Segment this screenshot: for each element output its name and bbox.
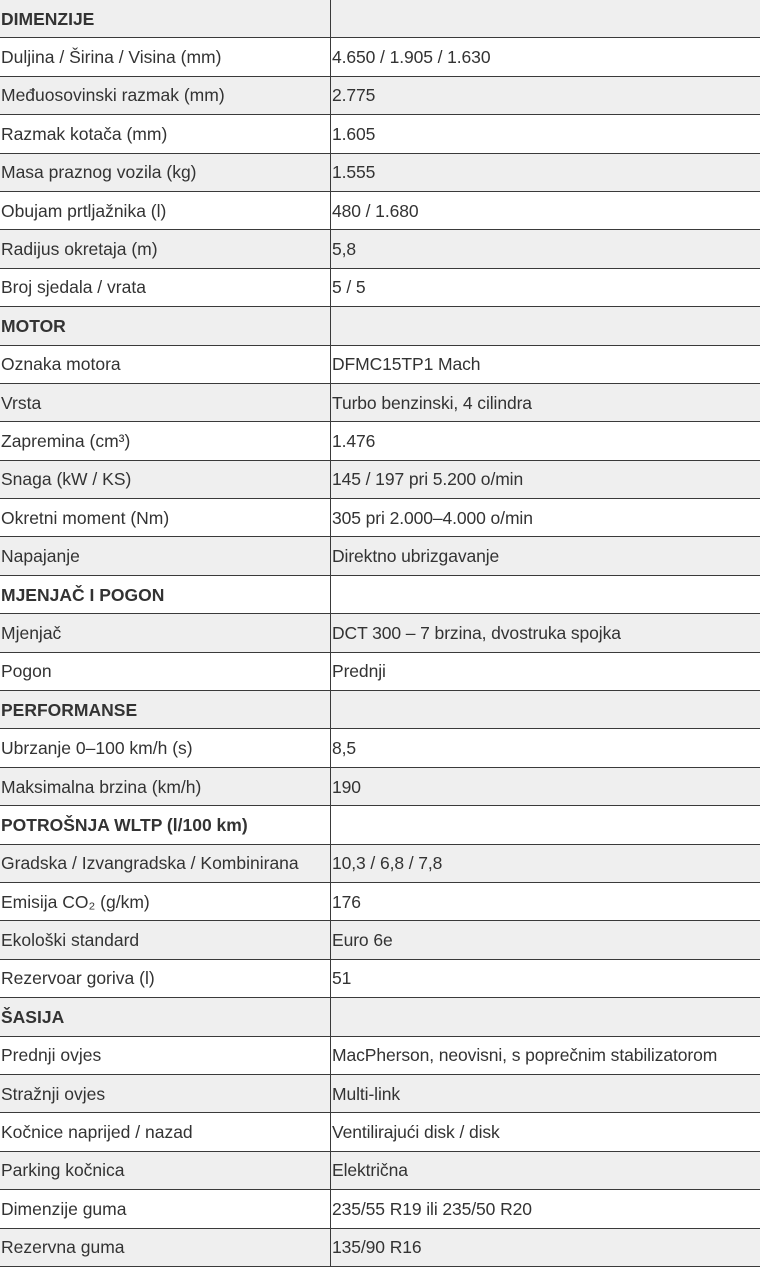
spec-label: Mjenjač xyxy=(0,614,331,652)
spec-label: Napajanje xyxy=(0,537,331,575)
spec-value: 1.605 xyxy=(331,115,760,153)
spec-row xyxy=(0,499,760,537)
section-title: ŠASIJA xyxy=(0,998,331,1036)
spec-row xyxy=(0,921,760,959)
section-header-row xyxy=(0,806,760,844)
spec-value: 135/90 R16 xyxy=(331,1228,760,1266)
section-header-row xyxy=(0,998,760,1036)
spec-label: Zapremina (cm³) xyxy=(0,422,331,460)
spec-value: Ventilirajući disk / disk xyxy=(331,1113,760,1151)
spec-label: Ekološki standard xyxy=(0,921,331,959)
spec-row xyxy=(0,76,760,114)
spec-row xyxy=(0,422,760,460)
spec-row xyxy=(0,537,760,575)
spec-row xyxy=(0,959,760,997)
spec-row xyxy=(0,345,760,383)
spec-label: Rezervna guma xyxy=(0,1228,331,1266)
spec-value: Prednji xyxy=(331,652,760,690)
spec-label: Razmak kotača (mm) xyxy=(0,115,331,153)
spec-label: Stražnji ovjes xyxy=(0,1074,331,1112)
spec-row xyxy=(0,383,760,421)
spec-value: Turbo benzinski, 4 cilindra xyxy=(331,383,760,421)
section-empty-cell xyxy=(331,998,760,1036)
spec-label: Pogon xyxy=(0,652,331,690)
spec-value: 10,3 / 6,8 / 7,8 xyxy=(331,844,760,882)
spec-value: 2.775 xyxy=(331,76,760,114)
spec-row xyxy=(0,1190,760,1228)
section-header-row xyxy=(0,307,760,345)
spec-row xyxy=(0,153,760,191)
spec-row xyxy=(0,767,760,805)
spec-label: Ubrzanje 0–100 km/h (s) xyxy=(0,729,331,767)
spec-row xyxy=(0,268,760,306)
spec-row xyxy=(0,1074,760,1112)
spec-label: Maksimalna brzina (km/h) xyxy=(0,767,331,805)
spec-label: Rezervoar goriva (l) xyxy=(0,959,331,997)
spec-label: Međuosovinski razmak (mm) xyxy=(0,76,331,114)
spec-value: 51 xyxy=(331,959,760,997)
spec-value: MacPherson, neovisni, s poprečnim stabilizatorom xyxy=(331,1036,760,1074)
section-empty-cell xyxy=(331,806,760,844)
spec-row xyxy=(0,614,760,652)
spec-row xyxy=(0,1036,760,1074)
section-title: MJENJAČ I POGON xyxy=(0,575,331,613)
spec-value: DCT 300 – 7 brzina, dvostruka spojka xyxy=(331,614,760,652)
spec-value: 4.650 / 1.905 / 1.630 xyxy=(331,38,760,76)
section-empty-cell xyxy=(331,307,760,345)
spec-value: Euro 6e xyxy=(331,921,760,959)
spec-row xyxy=(0,652,760,690)
section-title: MOTOR xyxy=(0,307,331,345)
spec-value: 5,8 xyxy=(331,230,760,268)
spec-label: Duljina / Širina / Visina (mm) xyxy=(0,38,331,76)
spec-label: Radijus okretaja (m) xyxy=(0,230,331,268)
section-title: POTROŠNJA WLTP (l/100 km) xyxy=(0,806,331,844)
spec-row xyxy=(0,1113,760,1151)
spec-value: DFMC15TP1 Mach xyxy=(331,345,760,383)
spec-value: 235/55 R19 ili 235/50 R20 xyxy=(331,1190,760,1228)
section-empty-cell xyxy=(331,0,760,38)
spec-value: 1.476 xyxy=(331,422,760,460)
spec-row xyxy=(0,882,760,920)
spec-value: 480 / 1.680 xyxy=(331,191,760,229)
spec-label: Oznaka motora xyxy=(0,345,331,383)
spec-row xyxy=(0,844,760,882)
section-empty-cell xyxy=(331,575,760,613)
spec-label: Obujam prtljažnika (l) xyxy=(0,191,331,229)
spec-label: Dimenzije guma xyxy=(0,1190,331,1228)
spec-label: Masa praznog vozila (kg) xyxy=(0,153,331,191)
section-header-row xyxy=(0,575,760,613)
section-title: DIMENZIJE xyxy=(0,0,331,38)
spec-value: 5 / 5 xyxy=(331,268,760,306)
spec-row xyxy=(0,38,760,76)
spec-row xyxy=(0,729,760,767)
spec-value: 145 / 197 pri 5.200 o/min xyxy=(331,460,760,498)
spec-value: Direktno ubrizgavanje xyxy=(331,537,760,575)
spec-value: 176 xyxy=(331,882,760,920)
spec-value: 190 xyxy=(331,767,760,805)
section-title: PERFORMANSE xyxy=(0,691,331,729)
spec-label: Okretni moment (Nm) xyxy=(0,499,331,537)
spec-value: 305 pri 2.000–4.000 o/min xyxy=(331,499,760,537)
spec-label: Parking kočnica xyxy=(0,1151,331,1189)
spec-label: Prednji ovjes xyxy=(0,1036,331,1074)
spec-row xyxy=(0,230,760,268)
spec-value: 1.555 xyxy=(331,153,760,191)
spec-value: Multi-link xyxy=(331,1074,760,1112)
section-header-row xyxy=(0,0,760,38)
section-empty-cell xyxy=(331,691,760,729)
spec-label: Emisija CO₂ (g/km) xyxy=(0,882,331,920)
spec-row xyxy=(0,191,760,229)
spec-value: Električna xyxy=(331,1151,760,1189)
spec-label: Gradska / Izvangradska / Kombinirana xyxy=(0,844,331,882)
spec-value: 8,5 xyxy=(331,729,760,767)
spec-label: Snaga (kW / KS) xyxy=(0,460,331,498)
spec-label: Vrsta xyxy=(0,383,331,421)
section-header-row xyxy=(0,691,760,729)
spec-label: Kočnice naprijed / nazad xyxy=(0,1113,331,1151)
spec-row xyxy=(0,1151,760,1189)
spec-row xyxy=(0,115,760,153)
spec-row xyxy=(0,1228,760,1266)
spec-label: Broj sjedala / vrata xyxy=(0,268,331,306)
spec-row xyxy=(0,460,760,498)
